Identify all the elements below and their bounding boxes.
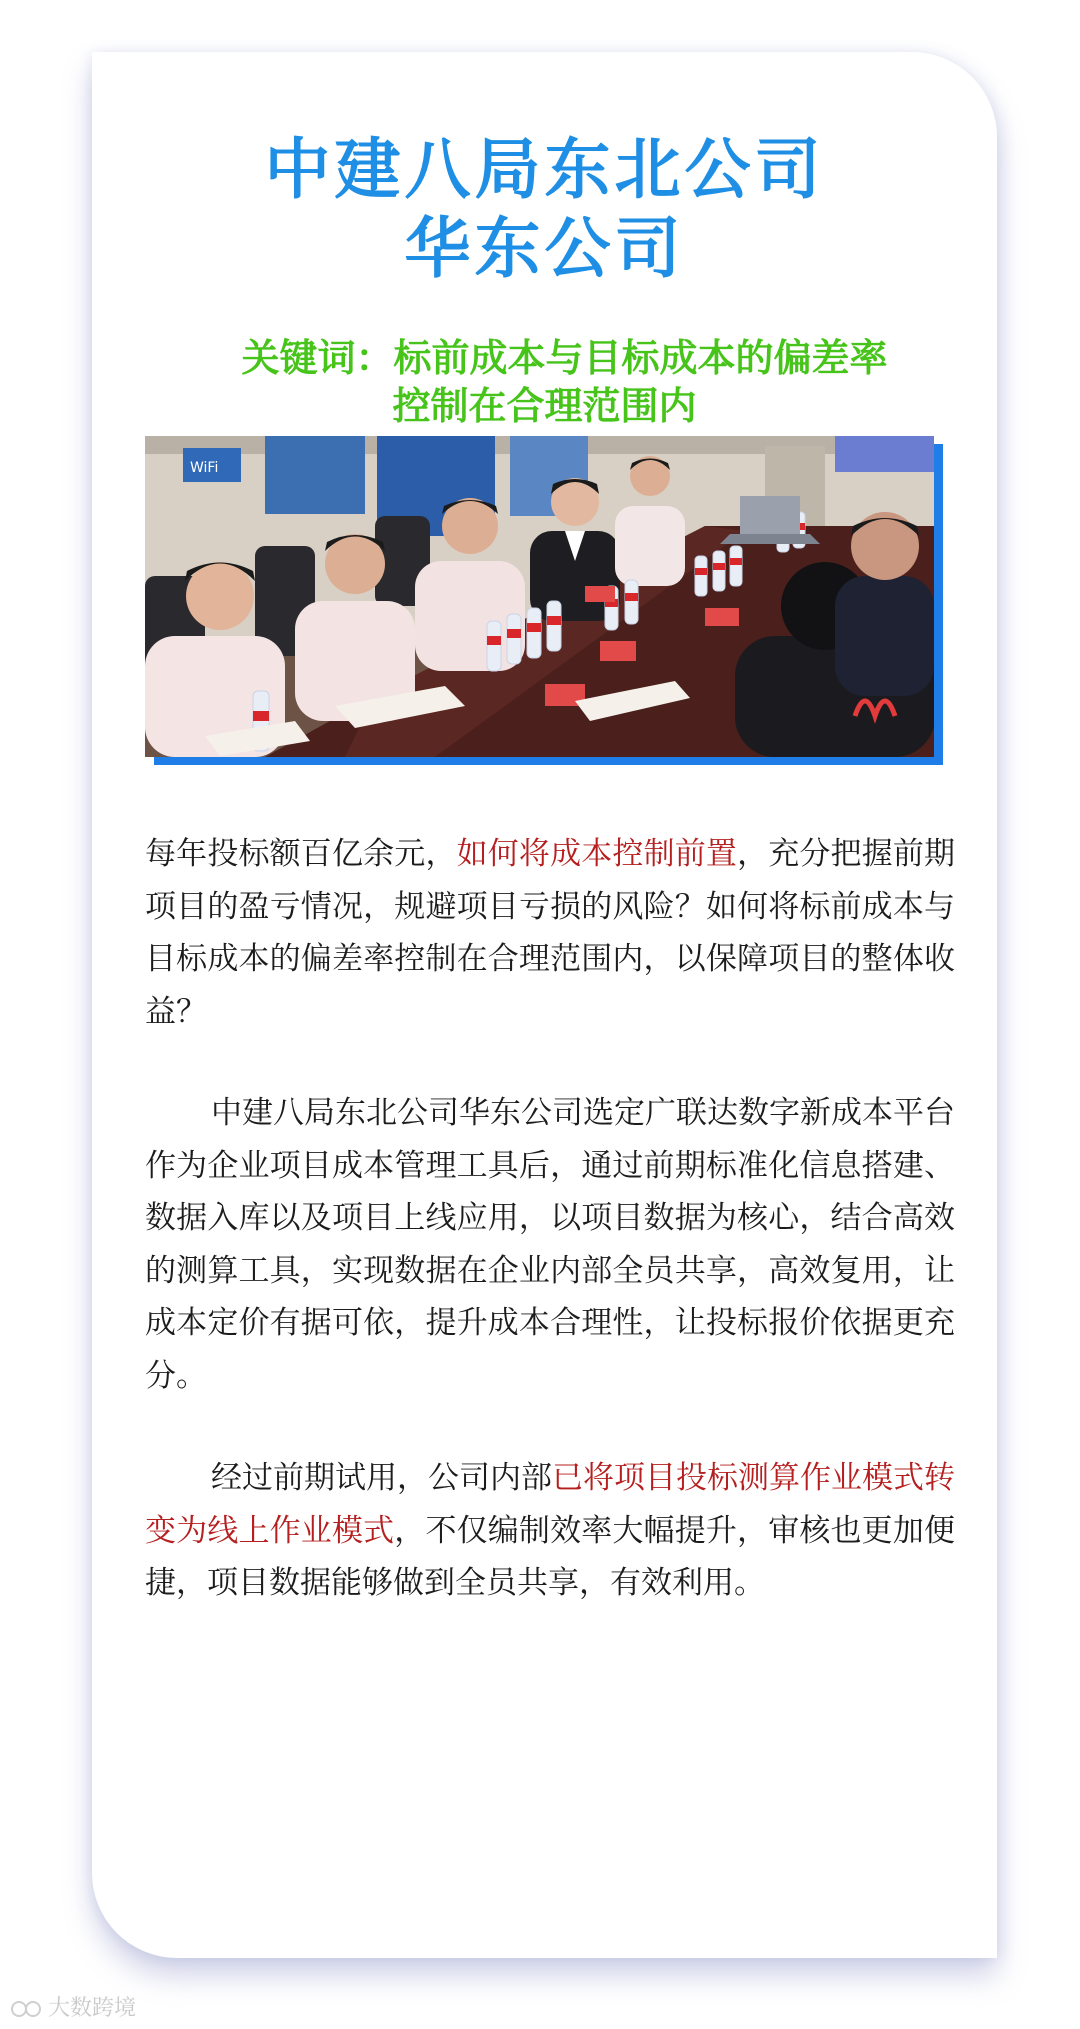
keywords-line2: 控制在合理范围内 [392,384,697,428]
paragraph-intro [145,828,955,1038]
paragraph-result-part1: 经过前期试用，公司内部 [211,1460,552,1496]
paragraph-solution: 中建八局东北公司华东公司选定广联达数字新成本平台作为企业项目成本管理工具后，通过前期标准化信息搭建、数据入库以及项目上线应用，以项目数据为核心，结合高效的测算工具，实现数据在企业内部全员共享，高效复用，让成本定价有据可依，提升成本合理性，让投标报价依据更充分。 [145,1095,955,1394]
keywords-line1: 关键词：标前成本与目标成本的偏差率 [241,336,888,380]
paragraph-result-part2: ，不仅编制效率大幅提升，审核也更加便捷，项目数据能够做到全员共享，有效利用。 [145,1512,955,1601]
watermark-text: 大数跨境 [48,1996,137,2021]
paragraph-intro-part2: ，充分把握前期项目的盈亏情况，规避项目亏损的风险？如何将标前成本与目标成本的偏差率控制在合理范围内，以保障项目的整体收益？ [145,836,956,1030]
paragraph-result [145,1452,955,1610]
page-title-line2: 华东公司 [404,210,685,287]
watermark-logo-icon [10,1998,44,2020]
paragraph-intro-part1: 每年投标额百亿余元， [145,836,457,872]
meeting-photo-illustration [145,436,934,757]
watermark [10,1995,136,2023]
paragraph-result-highlight: 已将项目投标测算作业模式转变为线上作业模式 [145,1460,955,1549]
paragraph-intro-highlight: 如何将成本控制前置 [456,836,738,872]
wifi-sign: WiFi [190,460,219,476]
page-title-line1: 中建八局东北公司 [264,131,825,208]
meeting-photo [145,436,934,757]
